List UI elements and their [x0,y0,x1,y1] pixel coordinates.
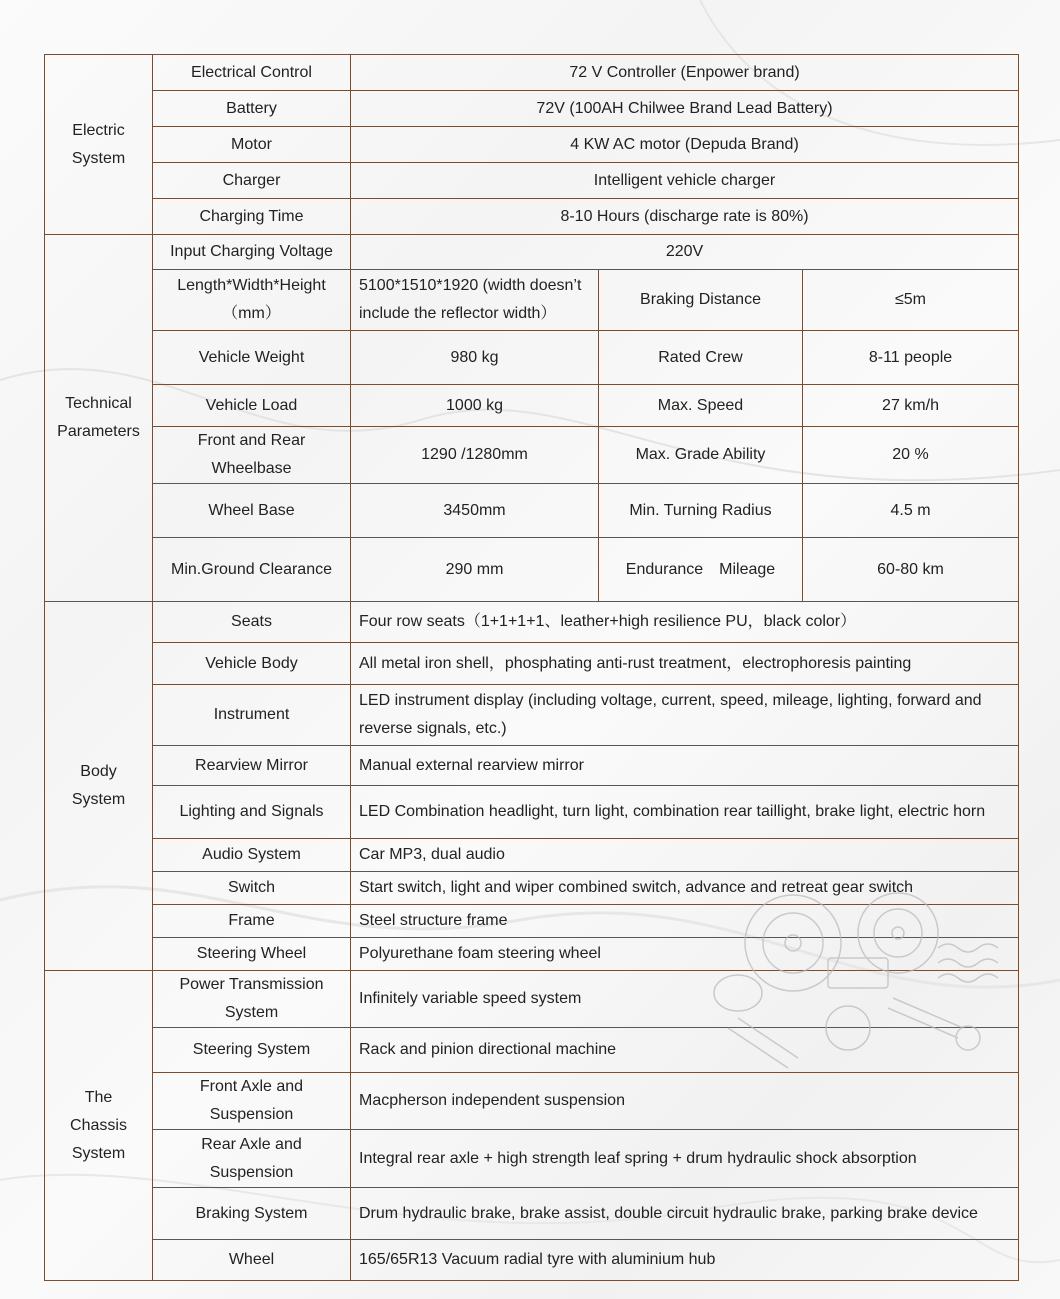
row-value: Start switch, light and wiper combined switch, advance and retreat gear switch [351,872,1019,905]
table-row [45,235,1019,270]
table-row [45,91,1019,127]
row-value: Steel structure frame [351,905,1019,938]
table-row [45,685,1019,746]
row-label: Charger [153,163,351,199]
row-value: Rack and pinion directional machine [351,1028,1019,1073]
row-label: Wheel Base [153,484,351,538]
row-label: Wheel [153,1240,351,1281]
row-label: Power Transmission System [153,971,351,1028]
row-value: 72 V Controller (Enpower brand) [351,55,1019,91]
row-value: 1290 /1280mm [351,427,599,484]
row-label: Steering System [153,1028,351,1073]
row-label: Vehicle Body [153,643,351,685]
row-label: Braking System [153,1188,351,1240]
row-label: Switch [153,872,351,905]
row-value: 220V [351,235,1019,270]
section-chassis: The Chassis System [45,971,153,1281]
row-value: Manual external rearview mirror [351,746,1019,786]
row-label: Front Axle and Suspension [153,1073,351,1130]
section-electric: Electric System [45,55,153,235]
row-label: Steering Wheel [153,938,351,971]
row-label: Frame [153,905,351,938]
row-value: Four row seats（1+1+1+1、leather+high resilience PU，black color） [351,602,1019,643]
row-value: 5100*1510*1920 (width doesn’t include the reflector width） [351,270,599,331]
table-row [45,270,1019,331]
row-label-2: Max. Speed [599,385,803,427]
table-row [45,938,1019,971]
row-value: Integral rear axle + high strength leaf spring + drum hydraulic shock absorption [351,1130,1019,1188]
row-value: 72V (100AH Chilwee Brand Lead Battery) [351,91,1019,127]
row-value-2: 27 km/h [803,385,1019,427]
row-value: 290 mm [351,538,599,602]
table-row [45,385,1019,427]
row-label: Charging Time [153,199,351,235]
row-value-2: 60-80 km [803,538,1019,602]
row-value: Macpherson independent suspension [351,1073,1019,1130]
row-value-2: 20 % [803,427,1019,484]
row-label: Instrument [153,685,351,746]
row-value: 3450mm [351,484,599,538]
row-value: 8-10 Hours (discharge rate is 80%) [351,199,1019,235]
row-label: Rearview Mirror [153,746,351,786]
table-row [45,872,1019,905]
table-row [45,331,1019,385]
section-technical: Technical Parameters [45,235,153,602]
row-label: Vehicle Weight [153,331,351,385]
row-label: Battery [153,91,351,127]
row-value: All metal iron shell，phosphating anti-rust treatment，electrophoresis painting [351,643,1019,685]
row-value: 165/65R13 Vacuum radial tyre with aluminium hub [351,1240,1019,1281]
row-label: Front and Rear Wheelbase [153,427,351,484]
row-label-2: Rated Crew [599,331,803,385]
section-body: Body System [45,602,153,971]
row-label-2: Min. Turning Radius [599,484,803,538]
table-row [45,1073,1019,1130]
table-row [45,786,1019,839]
row-value-2: 4.5 m [803,484,1019,538]
table-row [45,538,1019,602]
row-label: Lighting and Signals [153,786,351,839]
row-value: Intelligent vehicle charger [351,163,1019,199]
spec-table [44,54,1019,1281]
row-value: Infinitely variable speed system [351,971,1019,1028]
row-value: Drum hydraulic brake, brake assist, double circuit hydraulic brake, parking brake device [351,1188,1019,1240]
row-label: Electrical Control [153,55,351,91]
row-value-2: 8-11 people [803,331,1019,385]
row-value: 4 KW AC motor (Depuda Brand) [351,127,1019,163]
table-row [45,127,1019,163]
row-label-2: Max. Grade Ability [599,427,803,484]
table-row [45,163,1019,199]
table-row [45,55,1019,91]
row-value: LED instrument display (including voltage, current, speed, mileage, lighting, forward and reverse signals, etc.) [351,685,1019,746]
table-row [45,1130,1019,1188]
table-row [45,1028,1019,1073]
row-label: Motor [153,127,351,163]
table-row [45,971,1019,1028]
row-label: Input Charging Voltage [153,235,351,270]
row-label: Audio System [153,839,351,872]
row-value: 1000 kg [351,385,599,427]
row-label: Length*Width*Height（mm） [153,270,351,331]
table-row [45,602,1019,643]
table-row [45,746,1019,786]
table-row [45,199,1019,235]
row-label: Seats [153,602,351,643]
row-value: Polyurethane foam steering wheel [351,938,1019,971]
row-label: Rear Axle and Suspension [153,1130,351,1188]
table-row [45,839,1019,872]
table-row [45,1188,1019,1240]
table-row [45,1240,1019,1281]
table-row [45,484,1019,538]
row-value: LED Combination headlight, turn light, combination rear taillight, brake light, electric horn [351,786,1019,839]
table-row [45,427,1019,484]
row-label-2: Braking Distance [599,270,803,331]
table-row [45,905,1019,938]
table-row [45,643,1019,685]
row-label: Vehicle Load [153,385,351,427]
row-label: Min.Ground Clearance [153,538,351,602]
row-value: Car MP3, dual audio [351,839,1019,872]
row-value-2: ≤5m [803,270,1019,331]
row-value: 980 kg [351,331,599,385]
row-label-2: Endurance Mileage [599,538,803,602]
